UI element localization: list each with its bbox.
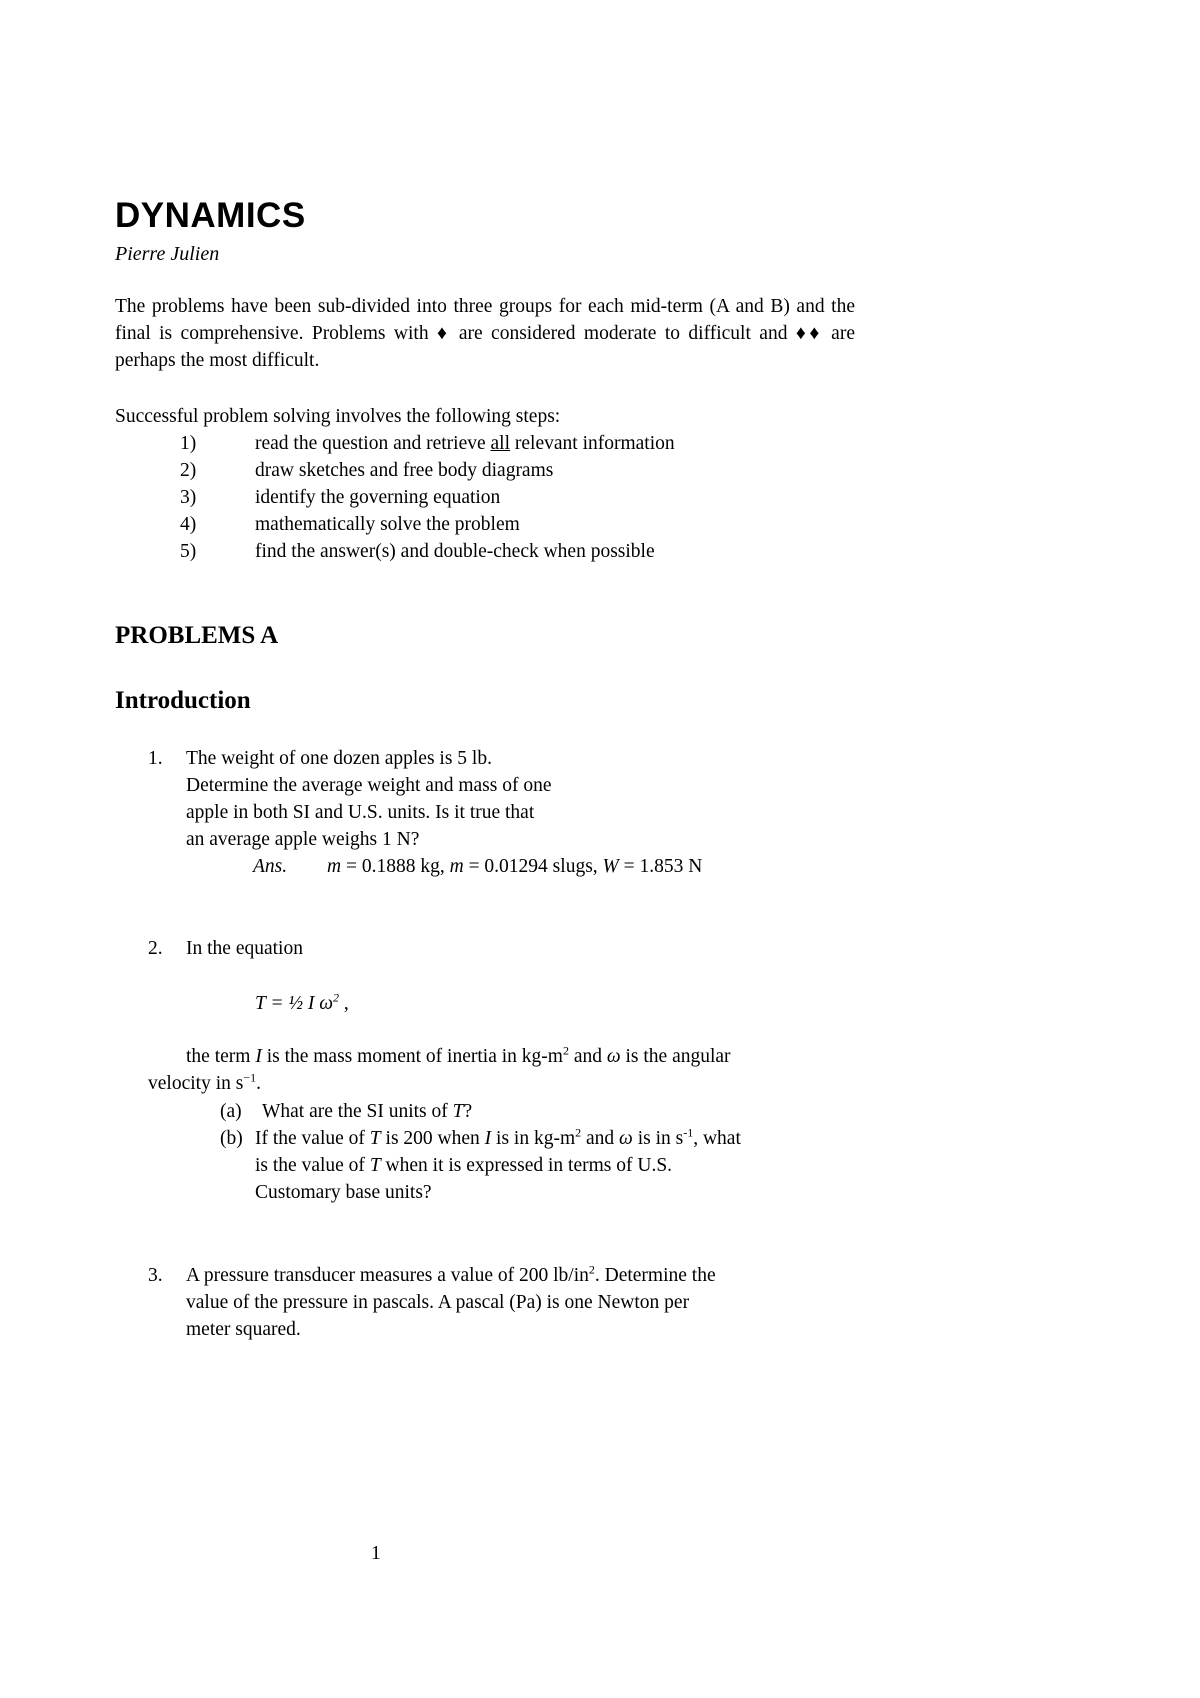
problem-text-line: value of the pressure in pascals. A pascal (Pa) is one Newton per [186, 1292, 690, 1313]
subpart-text: If the value of T is 200 when I is in $kg-m^2$ and ω is in $s^{-1}$, what [255, 1125, 741, 1149]
step-number: 5) [180, 541, 197, 562]
subpart-label: (b) [220, 1128, 243, 1149]
subpart-text: What are the SI units of T? [262, 1101, 473, 1122]
problem-text-line: A pressure transducer measures a value of 200 $lb/in^2$. Determine the [186, 1262, 716, 1286]
page-number: 1 [371, 1543, 381, 1564]
problem-text-line: apple in both SI and U.S. units. Is it true that [186, 802, 535, 823]
steps-intro: Successful problem solving involves the following steps: [115, 406, 561, 427]
subsection-heading: Introduction [115, 687, 251, 714]
problem-number: 3. [148, 1265, 163, 1286]
step-number: 2) [180, 460, 197, 481]
problem-text-line: Determine the average weight and mass of one [186, 775, 552, 796]
problem-text-line: In the equation [186, 938, 303, 959]
subpart-text: is the value of T when it is expressed in terms of U.S. [255, 1155, 673, 1176]
subpart-label: (a) [220, 1101, 242, 1122]
step-text: draw sketches and free body diagrams [255, 460, 554, 481]
step-text: identify the governing equation [255, 487, 501, 508]
answer-label: Ans. [253, 856, 288, 877]
document-title: DYNAMICS [115, 196, 306, 235]
step-number: 1) [180, 433, 197, 454]
problem-text-line: an average apple weighs 1 N? [186, 829, 420, 850]
problem-text-line: velocity in $s^{-1}$. [148, 1070, 261, 1094]
problem-text-line: The weight of one dozen apples is 5 lb. [186, 748, 492, 769]
step-text: read the question and retrieve all relevant information [255, 433, 675, 454]
author-name: Pierre Julien [115, 243, 220, 265]
problem-text-line: meter squared. [186, 1319, 301, 1340]
problem-number: 2. [148, 938, 163, 959]
step-number: 3) [180, 487, 197, 508]
step-text: mathematically solve the problem [255, 514, 520, 535]
step-text: find the answer(s) and double-check when possible [255, 541, 655, 562]
problem-number: 1. [148, 748, 163, 769]
subpart-text: Customary base units? [255, 1182, 432, 1203]
underlined-word: all [490, 433, 511, 454]
section-heading: PROBLEMS A [115, 622, 279, 649]
problem-text-line: the term I is the mass moment of inertia in $kg-m^2$ and ω is the angular [186, 1043, 731, 1067]
step-number: 4) [180, 514, 197, 535]
intro-paragraph: The problems have been sub-divided into three groups for each mid-term (A and B) and the final is comprehensive. Problems with ♦ are considered moderate to difficult and ♦♦ are perhaps the most difficult. [115, 296, 855, 371]
answer-line: m = 0.1888 kg, m = 0.01294 slugs, W = 1.853 N [327, 856, 703, 877]
equation: T = ½ I $\omega^2$ , [255, 990, 349, 1014]
